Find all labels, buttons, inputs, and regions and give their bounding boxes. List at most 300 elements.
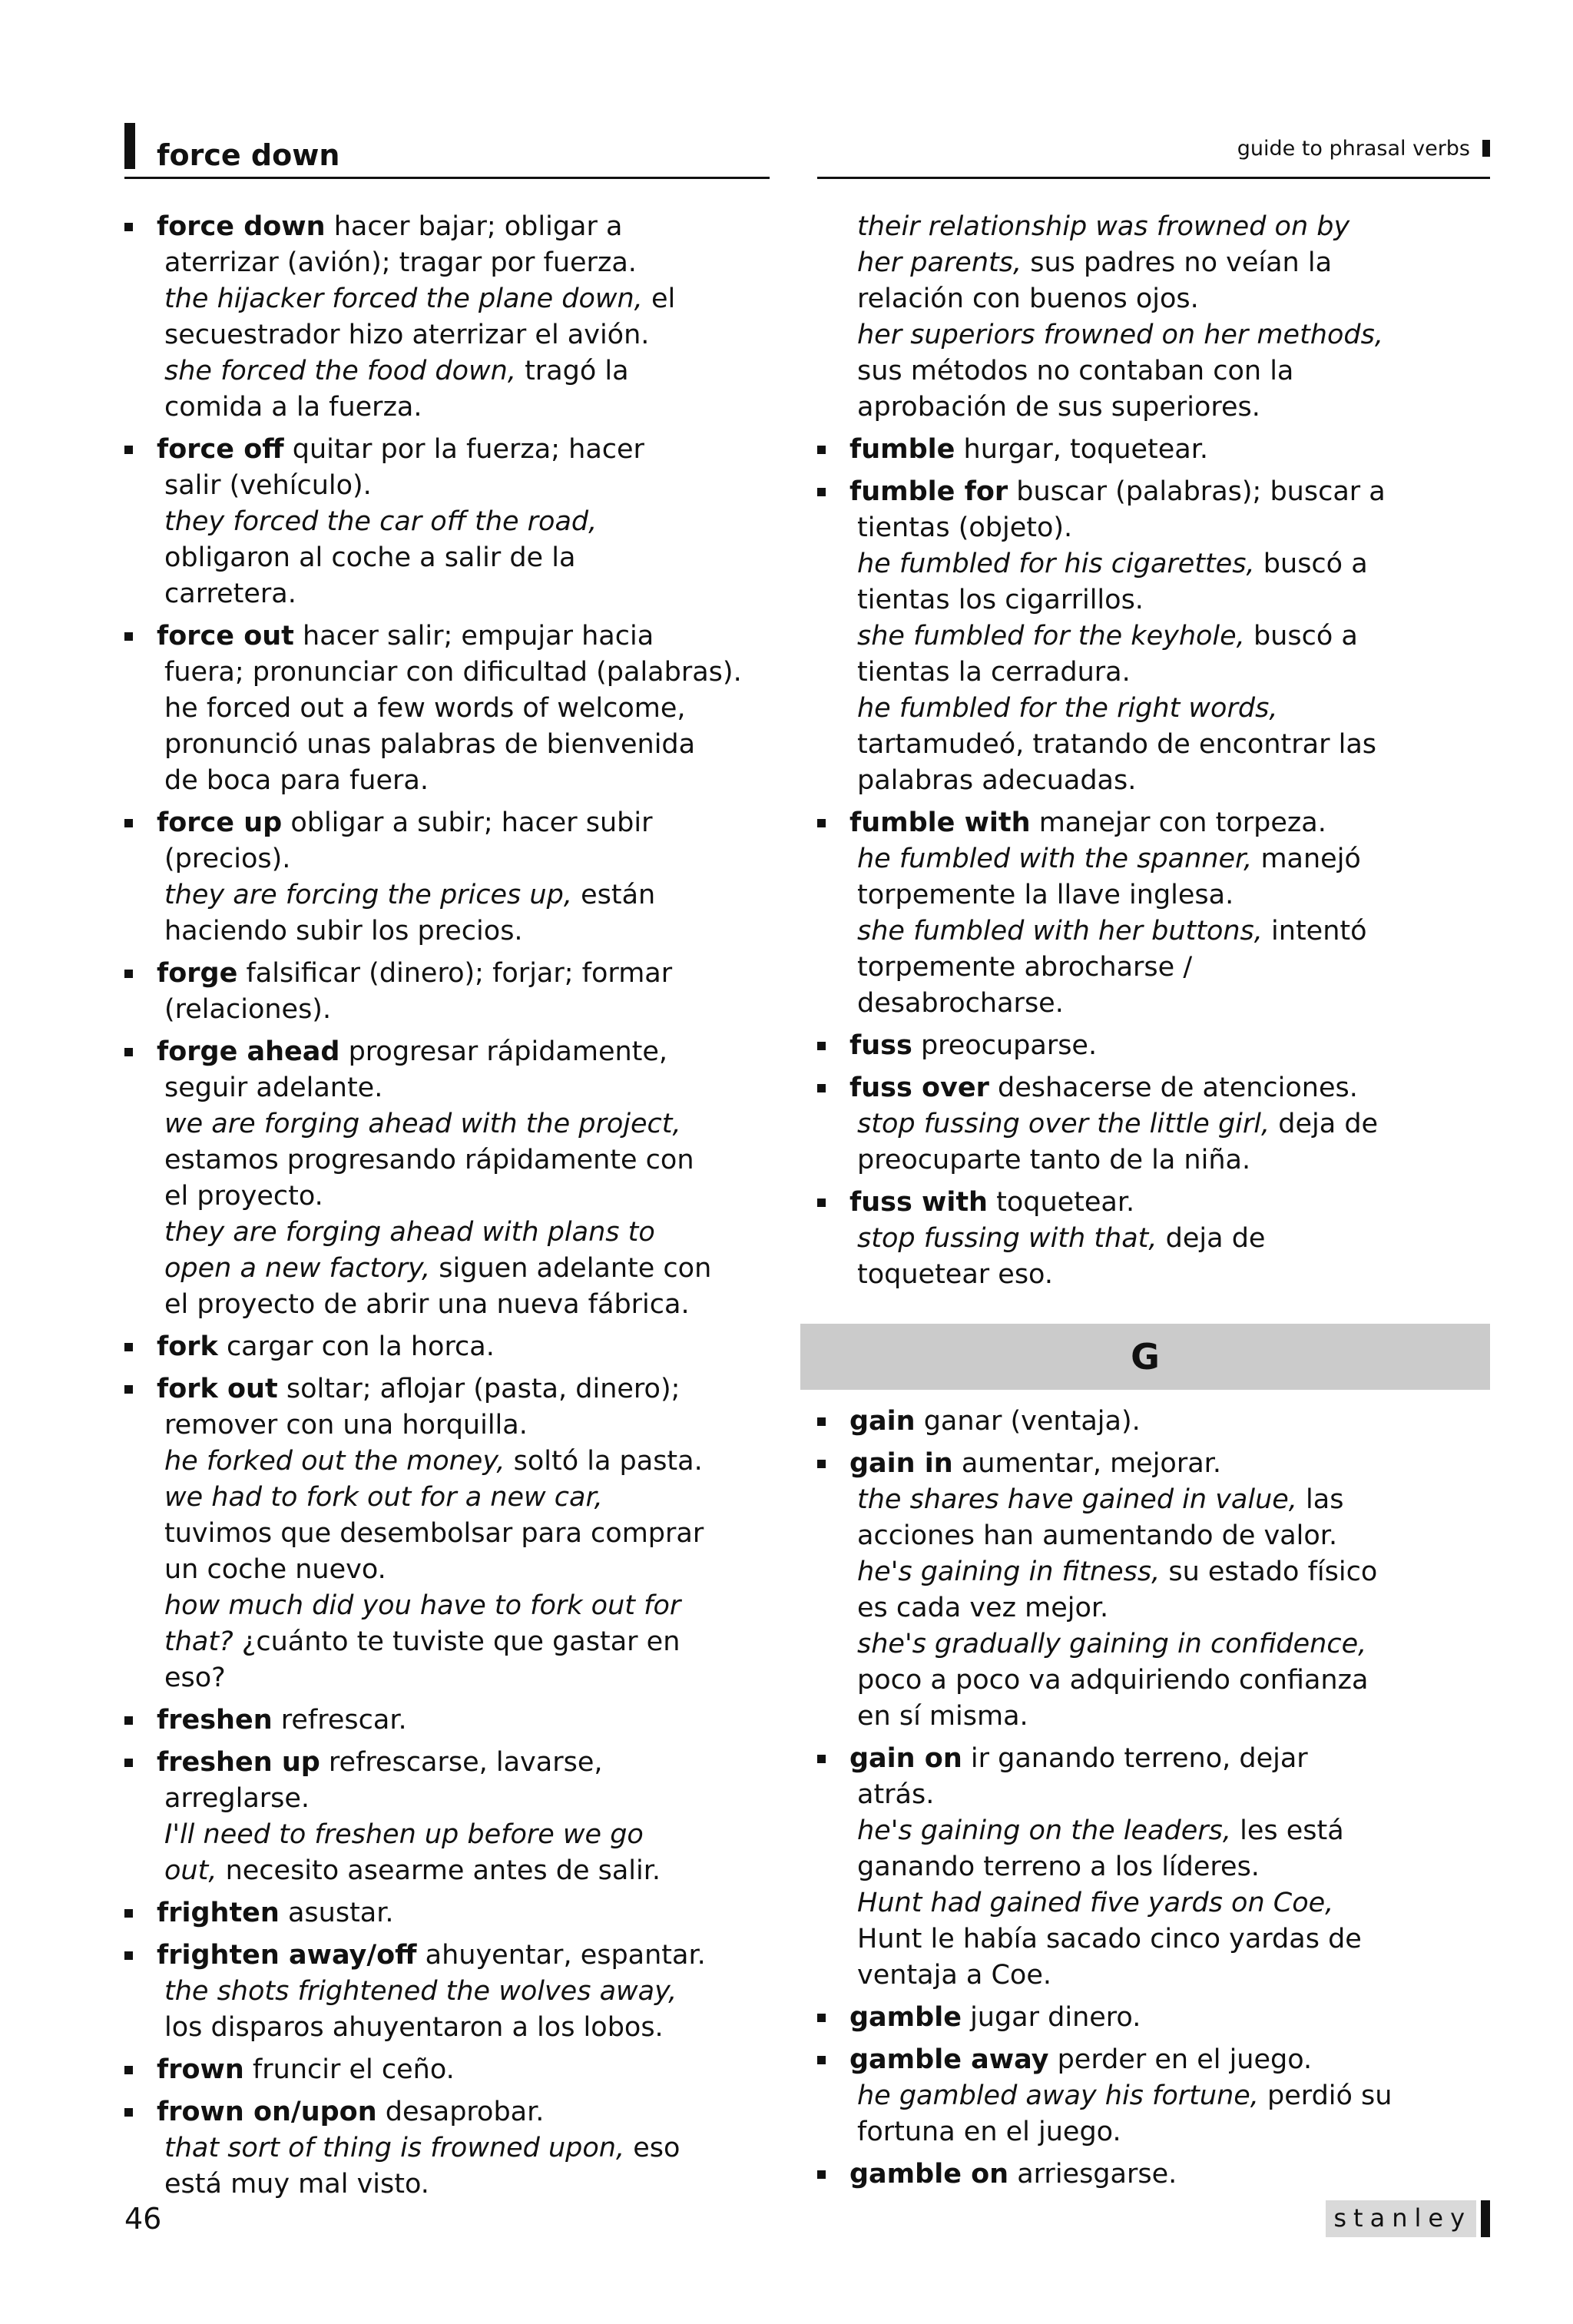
- definition-text: en sí misma.: [857, 1701, 1028, 1732]
- example-text: out,: [164, 1855, 217, 1886]
- entry-line: [164, 2010, 785, 2046]
- entry-headline: [849, 1741, 1493, 1777]
- headword: force down: [157, 211, 326, 242]
- entry-bullet: [124, 970, 133, 978]
- definition-text: salir (vehículo).: [164, 470, 372, 501]
- definition-text: su estado físico: [1160, 1557, 1378, 1587]
- definition-text: obligar a subir; hacer subir: [282, 807, 653, 838]
- entry-headline: [849, 1185, 1493, 1221]
- definition-text: deshacerse de atenciones.: [989, 1072, 1358, 1103]
- entry-bullet: [817, 2056, 826, 2064]
- entry-headline: [157, 2094, 785, 2130]
- headword: gain: [849, 1406, 916, 1437]
- entry-line: [164, 1215, 785, 1251]
- definition-text: tientas los cigarrillos.: [857, 585, 1144, 615]
- example-text: her superiors frowned on her methods,: [857, 320, 1383, 350]
- running-head-right: [1237, 137, 1490, 161]
- headword: gamble on: [849, 2159, 1009, 2190]
- entry-line: [164, 1407, 785, 1444]
- definition-text: refrescar.: [272, 1705, 407, 1736]
- entry-line: [857, 841, 1493, 877]
- entry-bullet: [817, 2014, 826, 2022]
- definition-text: perdió su: [1258, 2080, 1393, 2111]
- headword: fumble for: [849, 476, 1008, 507]
- headword: fork: [157, 1331, 218, 1362]
- entry-line: [857, 1699, 1493, 1735]
- definition-text: ganando terreno a los líderes.: [857, 1852, 1260, 1882]
- section-letter-banner: G: [800, 1324, 1490, 1390]
- entry-headline: [849, 2042, 1493, 2078]
- definition-text: soltar; aflojar (pasta, dinero);: [277, 1374, 681, 1404]
- headword: fuss over: [849, 1072, 989, 1103]
- entry-line: [164, 655, 785, 691]
- dictionary-entry: [817, 1741, 1493, 1994]
- entry-line: [164, 1660, 785, 1696]
- entry-headline: [157, 618, 785, 655]
- dictionary-entry: [124, 618, 785, 799]
- entry-line: [857, 1142, 1493, 1179]
- entry-line: [164, 1552, 785, 1588]
- entry-line: [164, 1251, 785, 1287]
- definition-text: seguir adelante.: [164, 1072, 383, 1103]
- definition-text: hurgar, toquetear.: [955, 434, 1209, 465]
- definition-text: ir ganando terreno, dejar: [962, 1743, 1308, 1774]
- headword: fork out: [157, 1374, 278, 1404]
- definition-text: ventaja a Coe.: [857, 1960, 1051, 1991]
- entry-line: [857, 1777, 1493, 1813]
- definition-text: relación con buenos ojos.: [857, 283, 1199, 314]
- entry-line: [164, 1070, 785, 1106]
- example-text: she fumbled with her buttons,: [857, 916, 1263, 947]
- definition-text: preocuparte tanto de la niña.: [857, 1145, 1251, 1175]
- definition-text: tientas la cerradura.: [857, 657, 1131, 688]
- entry-line: [164, 540, 785, 576]
- left-column: [124, 209, 785, 2203]
- entry-line: [857, 618, 1493, 655]
- entry-line: [857, 1518, 1493, 1554]
- headword: gamble: [849, 2002, 962, 2033]
- definition-text: un coche nuevo.: [164, 1554, 386, 1585]
- entry-line: [164, 1853, 785, 1889]
- definition-text: fuera; pronunciar con dificultad (palabras).: [164, 657, 742, 688]
- definition-text: el proyecto de abrir una nueva fábrica.: [164, 1289, 690, 1320]
- headword: frown: [157, 2054, 244, 2085]
- example-text: she forced the food down,: [164, 356, 516, 386]
- entry-headline: [157, 956, 785, 992]
- entry-bullet: [817, 1042, 826, 1050]
- dictionary-entry: [124, 1745, 785, 1889]
- definition-text: refrescarse, lavarse,: [320, 1747, 603, 1778]
- entry-bullet: [817, 1755, 826, 1763]
- right-column-f-entries: [817, 209, 1493, 1293]
- headword: fuss: [849, 1030, 912, 1061]
- page-number: 46: [124, 2202, 162, 2236]
- entry-headline: [849, 1028, 1493, 1064]
- definition-text: les está: [1231, 1815, 1344, 1846]
- headword: fumble: [849, 434, 955, 465]
- definition-text: las: [1296, 1484, 1344, 1515]
- headword: forge ahead: [157, 1036, 340, 1067]
- dictionary-entry: [817, 432, 1493, 468]
- definition-text: sus padres no veían la: [1022, 247, 1333, 278]
- definition-text: estamos progresando rápidamente con: [164, 1145, 694, 1175]
- example-text: Hunt had gained five yards on Coe,: [857, 1888, 1334, 1918]
- headword: force off: [157, 434, 284, 465]
- entry-line: [857, 1958, 1493, 1994]
- definition-text: progresar rápidamente,: [339, 1036, 668, 1067]
- definition-text: están: [571, 880, 656, 910]
- entry-bullet: [124, 1343, 133, 1351]
- definition-text: poco a poco va adquiriendo confianza: [857, 1665, 1369, 1696]
- example-text: her parents,: [857, 247, 1022, 278]
- definition-text: aumentar, mejorar.: [952, 1448, 1221, 1479]
- definition-text: secuestrador hizo aterrizar el avión.: [164, 320, 650, 350]
- example-text: they forced the car off the road,: [164, 506, 598, 537]
- entry-bullet: [817, 446, 826, 454]
- dictionary-entry: [817, 1070, 1493, 1179]
- example-text: stop fussing over the little girl,: [857, 1109, 1270, 1139]
- dictionary-entry: [817, 474, 1493, 799]
- entry-line: [164, 1588, 785, 1624]
- definition-text: deja de: [1157, 1223, 1266, 1254]
- headword: gamble away: [849, 2044, 1049, 2075]
- example-text: he gambled away his fortune,: [857, 2080, 1259, 2111]
- entry-line: [857, 1663, 1493, 1699]
- entry-line: [857, 877, 1493, 913]
- entry-line: [164, 1106, 785, 1142]
- definition-text: preocuparse.: [912, 1030, 1098, 1061]
- dictionary-entry: [124, 209, 785, 426]
- entry-line: [164, 763, 785, 799]
- entry-line: [164, 504, 785, 540]
- example-text: they are forging ahead with plans to: [164, 1217, 655, 1248]
- example-text: that?: [164, 1626, 233, 1657]
- publisher-name: stanley: [1326, 2200, 1476, 2237]
- example-text: he's gaining in fitness,: [857, 1557, 1161, 1587]
- dictionary-entry: [124, 1329, 785, 1365]
- definition-text: soltó la pasta.: [505, 1446, 703, 1477]
- entry-line: [164, 1480, 785, 1516]
- definition-text: asustar.: [279, 1898, 394, 1928]
- definition-text: tragó la: [515, 356, 629, 386]
- definition-text: torpemente abrocharse /: [857, 952, 1193, 983]
- example-text: they are forcing the prices up,: [164, 880, 572, 910]
- definition-text: es cada vez mejor.: [857, 1593, 1109, 1623]
- entry-line: [857, 2078, 1493, 2114]
- entry-bullet: [124, 446, 133, 454]
- entry-line: [857, 353, 1493, 390]
- entry-bullet: [124, 1759, 133, 1767]
- definition-text: deja de: [1270, 1109, 1379, 1139]
- entry-bullet: [124, 1716, 133, 1725]
- definition-text: acciones han aumentando de valor.: [857, 1520, 1338, 1551]
- publisher-bar: [1481, 2200, 1490, 2237]
- entry-line: [164, 1516, 785, 1552]
- entry-bullet: [124, 1909, 133, 1918]
- example-text: he fumbled with the spanner,: [857, 844, 1253, 874]
- definition-text: ahuyentar, espantar.: [416, 1940, 706, 1971]
- entry-line: [857, 245, 1493, 281]
- entry-line: [857, 209, 1493, 245]
- definition-text: tuvimos que desembolsar para comprar: [164, 1518, 704, 1549]
- definition-text: sus métodos no contaban con la: [857, 356, 1294, 386]
- dictionary-entry: [124, 1371, 785, 1696]
- dictionary-entry: [124, 956, 785, 1028]
- entry-line: [164, 1817, 785, 1853]
- entry-headline: [849, 1446, 1493, 1482]
- headword: freshen up: [157, 1747, 320, 1778]
- entry-line: [164, 2167, 785, 2203]
- entry-headline: [849, 432, 1493, 468]
- definition-text: tientas (objeto).: [857, 512, 1073, 543]
- definition-text: desaprobar.: [376, 2097, 545, 2127]
- definition-text: desabrocharse.: [857, 988, 1064, 1019]
- example-text: she fumbled for the keyhole,: [857, 621, 1245, 651]
- definition-text: buscar (palabras); buscar a: [1008, 476, 1386, 507]
- entry-line: [857, 950, 1493, 986]
- headword: gain in: [849, 1448, 953, 1479]
- entry-line: [857, 655, 1493, 691]
- entry-line: [857, 913, 1493, 950]
- definition-text: buscó a: [1254, 549, 1368, 579]
- definition-text: arreglarse.: [164, 1783, 310, 1814]
- entry-line: [164, 992, 785, 1028]
- header-marker-square: [1482, 140, 1490, 157]
- dictionary-entry: [817, 1404, 1493, 1440]
- definition-text: he forced out a few words of welcome,: [164, 693, 686, 724]
- entry-line: [164, 841, 785, 877]
- definition-text: eso?: [164, 1663, 226, 1693]
- entry-line: [857, 2114, 1493, 2150]
- dictionary-entry: [817, 2157, 1493, 2193]
- dictionary-entry: [124, 805, 785, 950]
- dictionary-entry: [124, 432, 785, 612]
- example-text: the shares have gained in value,: [857, 1484, 1297, 1515]
- entry-line: [164, 317, 785, 353]
- entry-line: [857, 1885, 1493, 1921]
- entry-bullet: [817, 1417, 826, 1426]
- entry-bullet: [817, 488, 826, 496]
- entry-bullet: [124, 1048, 133, 1056]
- definition-text: siguen adelante con: [430, 1253, 712, 1284]
- entry-headline: [849, 2000, 1493, 2036]
- entry-line: [857, 510, 1493, 546]
- definition-text: eso: [624, 2133, 681, 2163]
- example-text: stop fussing with that,: [857, 1223, 1157, 1254]
- entry-headline: [157, 1371, 785, 1407]
- definition-text: manejar con torpeza.: [1030, 807, 1326, 838]
- definition-text: toquetear eso.: [857, 1259, 1053, 1290]
- example-text: he's gaining on the leaders,: [857, 1815, 1232, 1846]
- header-marker-bar: [124, 123, 135, 169]
- entry-line: [164, 468, 785, 504]
- definition-text: obligaron al coche a salir de la: [164, 542, 576, 573]
- definition-text: intentó: [1262, 916, 1367, 947]
- entry-line: [164, 353, 785, 390]
- dictionary-entry: [817, 1028, 1493, 1064]
- headword: fuss with: [849, 1187, 988, 1218]
- entry-line: [164, 1287, 785, 1323]
- entry-headline: [157, 1329, 785, 1365]
- entry-line: [164, 913, 785, 950]
- entry-line: [164, 1179, 785, 1215]
- definition-text: el: [642, 283, 676, 314]
- definition-text: falsificar (dinero); forjar; formar: [237, 958, 673, 989]
- entry-line: [857, 582, 1493, 618]
- entry-bullet: [124, 1951, 133, 1960]
- dictionary-entry: [124, 1702, 785, 1739]
- entry-line: [164, 1624, 785, 1660]
- definition-text: quitar por la fuerza; hacer: [283, 434, 644, 465]
- dictionary-entry: [817, 2042, 1493, 2150]
- entry-bullet: [817, 819, 826, 827]
- definition-text: tartamudeó, tratando de encontrar las: [857, 729, 1377, 760]
- entry-line: [857, 390, 1493, 426]
- entry-headline: [849, 1404, 1493, 1440]
- example-text: he fumbled for his cigarettes,: [857, 549, 1255, 579]
- entry-bullet: [124, 2066, 133, 2074]
- definition-text: comida a la fuerza.: [164, 392, 422, 423]
- definition-text: está muy mal visto.: [164, 2169, 429, 2200]
- dictionary-entry: [124, 2094, 785, 2203]
- entry-line: [164, 281, 785, 317]
- example-text: he forked out the money,: [164, 1446, 505, 1477]
- entry-headline: [157, 805, 785, 841]
- entry-headline: [157, 1895, 785, 1931]
- dictionary-entry: [817, 2000, 1493, 2036]
- definition-text: hacer bajar; obligar a: [325, 211, 623, 242]
- entry-line: [164, 727, 785, 763]
- definition-text: perder en el juego.: [1048, 2044, 1313, 2075]
- entry-bullet: [124, 1385, 133, 1394]
- headword: forge: [157, 958, 238, 989]
- entry-headline: [849, 474, 1493, 510]
- entry-bullet: [124, 819, 133, 827]
- example-text: the shots frightened the wolves away,: [164, 1976, 677, 2007]
- example-text: open a new factory,: [164, 1253, 431, 1284]
- entry-headline: [849, 805, 1493, 841]
- headword: frighten: [157, 1898, 280, 1928]
- right-column: [817, 209, 1493, 2193]
- definition-text: carretera.: [164, 579, 296, 609]
- example-text: I'll need to freshen up before we go: [164, 1819, 644, 1850]
- definition-text: fortuna en el juego.: [857, 2117, 1121, 2147]
- entry-bullet: [817, 1460, 826, 1468]
- publisher-mark: [1326, 2200, 1490, 2237]
- entry-line: [857, 691, 1493, 727]
- entry-line: [164, 576, 785, 612]
- headword: frown on/upon: [157, 2097, 377, 2127]
- definition-text: buscó a: [1244, 621, 1358, 651]
- entry-line: [857, 763, 1493, 799]
- definition-text: cargar con la horca.: [217, 1331, 495, 1362]
- entry-line: [857, 1482, 1493, 1518]
- entry-headline: [157, 1938, 785, 1974]
- entry-bullet: [817, 2170, 826, 2179]
- entry-line: [164, 2130, 785, 2167]
- running-head-right-title: guide to phrasal verbs: [1237, 137, 1470, 161]
- definition-text: fruncir el ceño.: [243, 2054, 455, 2085]
- definition-text: palabras adecuadas.: [857, 765, 1137, 796]
- definition-text: el proyecto.: [164, 1181, 323, 1212]
- headword: gain on: [849, 1743, 962, 1774]
- dictionary-entry: [817, 209, 1493, 426]
- definition-text: pronunció unas palabras de bienvenida: [164, 729, 696, 760]
- dictionary-entry: [817, 1185, 1493, 1293]
- entry-headline: [157, 1745, 785, 1781]
- definition-text: jugar dinero.: [961, 2002, 1141, 2033]
- entry-bullet: [124, 632, 133, 641]
- example-text: that sort of thing is frowned upon,: [164, 2133, 625, 2163]
- definition-text: toquetear.: [987, 1187, 1135, 1218]
- example-text: their relationship was frowned on by: [857, 211, 1350, 242]
- dictionary-entry: [817, 805, 1493, 1022]
- entry-bullet: [817, 1198, 826, 1207]
- entry-headline: [157, 209, 785, 245]
- definition-text: ¿cuánto te tuviste que gastar en: [233, 1626, 681, 1657]
- entry-line: [857, 1106, 1493, 1142]
- header-rule-left: [124, 177, 770, 179]
- definition-text: de boca para fuera.: [164, 765, 429, 796]
- entry-bullet: [124, 223, 133, 231]
- definition-text: hacer salir; empujar hacia: [293, 621, 654, 651]
- definition-text: Hunt le había sacado cinco yardas de: [857, 1924, 1362, 1954]
- entry-line: [857, 1626, 1493, 1663]
- entry-line: [164, 1142, 785, 1179]
- entry-headline: [849, 1070, 1493, 1106]
- entry-line: [164, 1974, 785, 2010]
- entry-headline: [849, 2157, 1493, 2193]
- example-text: how much did you have to fork out for: [164, 1590, 681, 1621]
- headword: force up: [157, 807, 283, 838]
- definition-text: aterrizar (avión); tragar por fuerza.: [164, 247, 637, 278]
- example-text: we had to fork out for a new car,: [164, 1482, 603, 1513]
- example-text: we are forging ahead with the project,: [164, 1109, 681, 1139]
- entry-line: [857, 1554, 1493, 1590]
- entry-line: [164, 877, 785, 913]
- dictionary-entry: [124, 1895, 785, 1931]
- entry-line: [857, 317, 1493, 353]
- entry-line: [857, 986, 1493, 1022]
- entry-line: [857, 1921, 1493, 1958]
- headword: frighten away/off: [157, 1940, 417, 1971]
- entry-headline: [157, 432, 785, 468]
- example-text: he fumbled for the right words,: [857, 693, 1278, 724]
- entry-line: [857, 281, 1493, 317]
- entry-line: [857, 1813, 1493, 1849]
- running-head-title: force down: [157, 138, 340, 172]
- definition-text: haciendo subir los precios.: [164, 916, 523, 947]
- definition-text: ganar (ventaja).: [915, 1406, 1141, 1437]
- definition-text: necesito asearme antes de salir.: [217, 1855, 661, 1886]
- entry-bullet: [817, 1084, 826, 1092]
- example-text: she's gradually gaining in confidence,: [857, 1629, 1367, 1659]
- entry-line: [857, 1221, 1493, 1257]
- headword: fumble with: [849, 807, 1031, 838]
- entry-line: [857, 1849, 1493, 1885]
- entry-line: [857, 727, 1493, 763]
- entry-line: [164, 1781, 785, 1817]
- entry-line: [857, 546, 1493, 582]
- definition-text: (precios).: [164, 844, 291, 874]
- example-text: the hijacker forced the plane down,: [164, 283, 643, 314]
- entry-line: [164, 390, 785, 426]
- entry-line: [857, 1590, 1493, 1626]
- headword: freshen: [157, 1705, 273, 1736]
- definition-text: remover con una horquilla.: [164, 1410, 528, 1440]
- dictionary-entry: [817, 1446, 1493, 1735]
- dictionary-entry: [124, 1938, 785, 2046]
